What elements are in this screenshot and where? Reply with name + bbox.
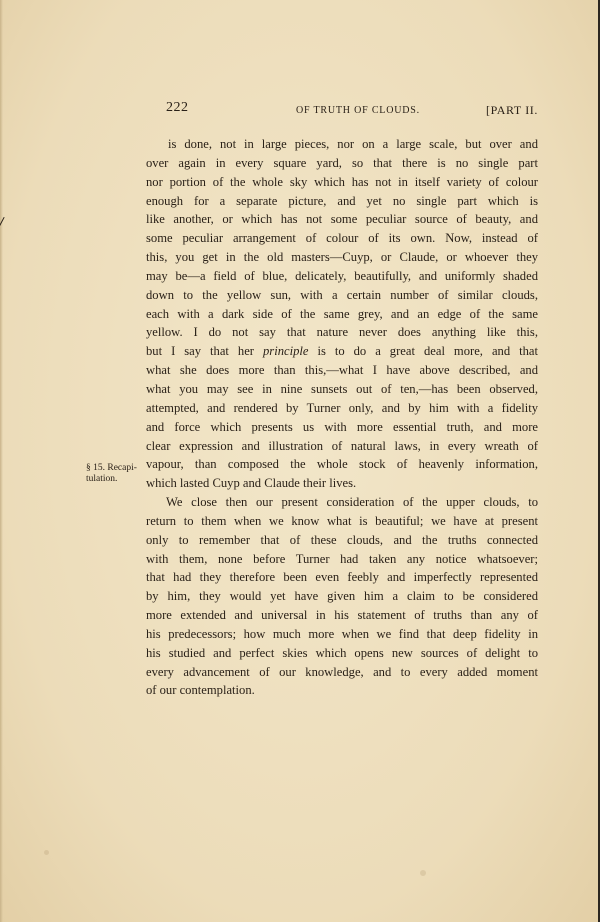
text-line: this, you get in the old masters—Cuyp, or Claude, or whoever they <box>146 250 538 265</box>
paragraph <box>146 493 538 700</box>
text-line: which lasted Cuyp and Claude their lives. <box>146 476 357 491</box>
text-line: We close then our present consideration of the upper clouds, to <box>166 495 538 510</box>
page-edge <box>0 0 3 922</box>
text-line: his studied and perfect skies which opens new sources of delight to <box>146 645 538 660</box>
text-line: his predecessors; how much more when we find that deep fidelity in <box>146 626 538 641</box>
margin-mark <box>0 217 11 233</box>
running-title: OF TRUTH OF CLOUDS. <box>296 105 420 116</box>
text-line: is done, not in large pieces, nor on a large scale, but over and <box>168 137 538 151</box>
emphasis-word: principle <box>263 344 309 359</box>
text-line: of our contemplation. <box>146 683 255 698</box>
text-line: more extended and universal in his statement of truths than any of <box>146 608 538 623</box>
text-line: what she does more than this,—what I have above described, and <box>146 363 538 378</box>
body-text <box>146 135 538 700</box>
page-number: 222 <box>166 100 189 115</box>
text-line: some peculiar arrangement of colour of its own. Now, instead of <box>146 231 538 246</box>
text-line: what you may see in nine sunsets out of ten,—has been observed, <box>146 381 538 396</box>
text-line: may be—a field of blue, delicately, beautifully, and uniformly shaded <box>146 268 538 283</box>
text-fragment: is to do a great deal more, and that <box>308 344 539 359</box>
text-line: over again in every square yard, so that there is no single part <box>146 155 538 170</box>
text-line: yellow. I do not say that nature never does anything like this, <box>146 325 538 340</box>
text-line: attempted, and rendered by Turner only, and by him with a fidelity <box>146 400 538 415</box>
text-line: every advancement of our knowledge, and to every added moment <box>146 664 538 679</box>
text-line: like another, or which has not some peculiar source of beauty, and <box>146 212 538 227</box>
part-label: [PART II. <box>485 103 538 117</box>
margin-note-line: § 15. Recapi- <box>86 463 137 473</box>
foxing-spot <box>44 850 49 855</box>
text-line: and force which presents us with more essential truth, and more <box>146 419 538 434</box>
text-line: clear expression and illustration of natural laws, in every wreath of <box>146 438 538 453</box>
text-line: each with a dark side of the same grey, and an edge of the same <box>146 306 538 321</box>
text-fragment: but I say that her <box>146 344 263 359</box>
margin-note-line: tulation. <box>86 474 118 484</box>
text-line: that had they therefore been even feebly and imperfectly represented <box>146 570 538 585</box>
text-line: by him, they would yet have given him a claim to be considered <box>146 589 538 604</box>
text-line: return to them when we know what is beautiful; we have at present <box>146 513 538 528</box>
text-line: vapour, than composed the whole stock of heavenly information, <box>146 457 538 472</box>
paragraph <box>146 135 538 493</box>
text-line: down to the yellow sun, with a certain number of similar clouds, <box>146 287 538 302</box>
text-line: only to remember that of these clouds, and the truths connected <box>146 532 538 547</box>
text-line <box>146 342 538 361</box>
running-header <box>166 100 538 122</box>
text-line: nor portion of the whole sky which has not in itself variety of colour <box>146 174 538 189</box>
text-line: with them, none before Turner had taken any notice whatsoever; <box>146 551 538 566</box>
foxing-spot <box>420 870 426 876</box>
text-line: enough for a separate picture, and yet no single part which is <box>146 193 538 208</box>
